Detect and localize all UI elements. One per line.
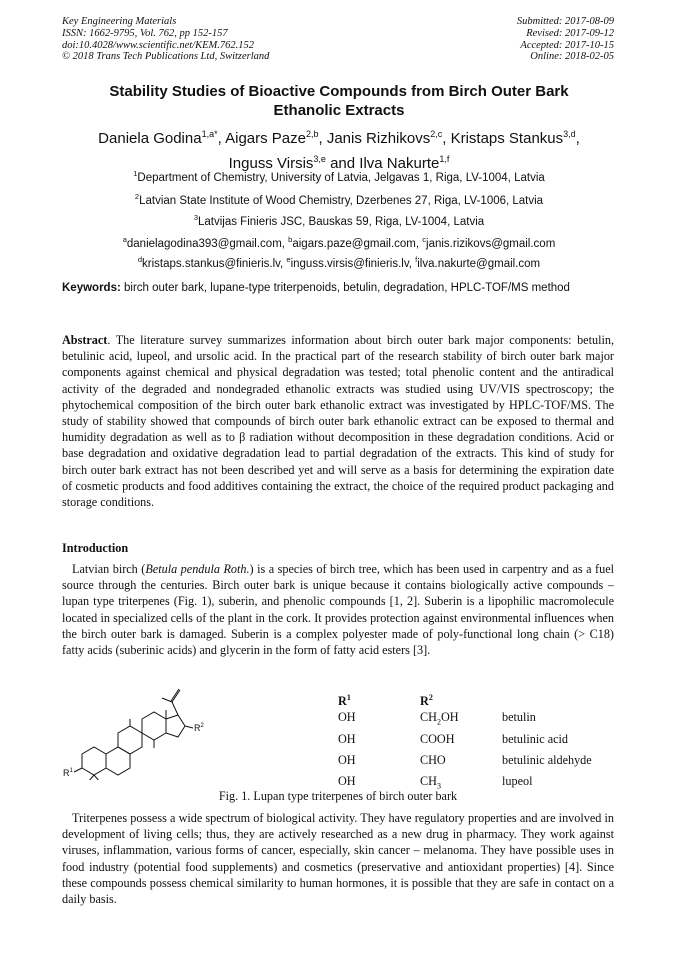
affiliation	[62, 210, 616, 230]
introduction-paragraph-1	[62, 561, 614, 658]
intro-text: ) is a species of birch tree, which has been used in carpentry and as a fuel source through the centuries. Birch outer bark is unique because it contains biologically active compounds – lupan type triterpenes (Fig. 1), suberin, and phenolic compounds [1, 2]. Suberin is a lipophilic macromolecule located in specialized cells of the plant in the cork. It provides protection against environmental influences when the birch outer bark is damaged. Suberin is a complex polyester made of poly-functional long chain (> C18) fatty acids (suberinic acids) and glycerin in the form of fatty acid esters [3].	[62, 562, 614, 658]
figure-caption: Fig. 1. Lupan type triterpenes of birch outer bark	[218, 789, 458, 803]
affiliation-text: Latvijas Finieris JSC, Bauskas 59, Riga, LV-1004, Latvia	[198, 215, 485, 228]
copyright: © 2018 Trans Tech Publications Ltd, Switzerland	[62, 51, 270, 63]
title-line-1: Stability Studies of Bioactive Compounds from Birch Outer Bark	[109, 83, 569, 100]
email-list: $^a$danielagodina393@gmail.com, $^b$aigars.paze@gmail.com, $^c$janis.rizikovs@gmail.com $^d$kristaps.stankus@finieris.lv, $^e$inguss.virsis@finieris.lv, $^f$ilva.nakurte@gmail.com	[122, 235, 556, 270]
email-marker: a	[122, 235, 127, 244]
author-name: Ilva Nakurte	[359, 155, 440, 172]
email[interactable]: janis.rizikovs@gmail.com	[426, 237, 556, 250]
author-sep: and	[325, 155, 360, 172]
affiliation-number: 3	[193, 213, 198, 222]
substituent-table	[338, 690, 592, 795]
r1-header-sup: 1	[346, 693, 351, 702]
r2-header: R	[420, 694, 429, 709]
r2-structure-label: R	[194, 723, 201, 733]
author-sep: ,	[575, 130, 580, 147]
r1-header: R	[338, 694, 347, 709]
author-affil: 3,d	[563, 129, 576, 139]
author-affil: 1,a*	[201, 129, 218, 139]
submitted-date: Submitted: 2017-08-09	[516, 16, 614, 27]
compound-name: lupeol	[502, 774, 533, 789]
introduction-paragraph-2: Triterpenes possess a wide spectrum of biological activity. They have regulatory properties and are involved in development of living cells; thus, they are actively researched as a new drug in pharmacy. They work against viruses, inflammation, various forms of cancer, especially, skin cancer – melanoma. They have possible uses in food industry (potential food supplements) and cosmetics (preservative and antioxidant properties) [4]. Since these compounds possess chemical similarity to human hormones, it is possible that they are safe in contact on a daily basis.	[62, 811, 614, 907]
author-sep: ,	[318, 130, 327, 147]
abstract	[62, 332, 614, 510]
r1-structure-sup: 1	[69, 768, 73, 774]
author-name: Inguss Virsis	[228, 155, 314, 172]
r2-header-sup: 2	[428, 693, 433, 702]
issn: ISSN: 1662-9795, Vol. 762, pp 152-157	[62, 27, 228, 39]
r2-structure-sup: 2	[200, 723, 204, 729]
author-sep: ,	[442, 130, 451, 147]
email[interactable]: kristaps.stankus@finieris.lv	[142, 257, 281, 270]
affiliation-number: 2	[134, 192, 140, 201]
r1-cell: OH	[338, 774, 356, 789]
svg-text:R1	[63, 768, 74, 778]
table-header-row	[338, 690, 592, 709]
author-name: Daniela Godina	[98, 130, 202, 147]
table-row	[338, 752, 592, 773]
keywords-label: Keywords:	[62, 282, 121, 294]
section-heading-introduction: Introduction	[62, 541, 129, 555]
doi: doi:10.4028/www.scientific.net/KEM.762.152	[62, 39, 254, 51]
species-name: Betula pendula Roth.	[145, 562, 250, 576]
author-name: Kristaps Stankus	[450, 130, 564, 147]
r1-cell: OH	[338, 710, 356, 725]
email-marker: b	[288, 235, 293, 244]
online-date: Online: 2018-02-05	[530, 51, 614, 63]
r1-structure-label: R	[63, 768, 70, 778]
compound-name: betulinic aldehyde	[502, 752, 592, 767]
author-name: Aigars Paze	[225, 130, 306, 147]
accepted-date: Accepted: 2017-10-15	[520, 39, 614, 51]
table-row	[338, 731, 592, 752]
author-affil: 2,c	[430, 129, 443, 139]
compound-name: betulinic acid	[502, 731, 568, 746]
compound-name: betulin	[502, 710, 536, 725]
intro-text: Latvian birch (	[72, 562, 146, 576]
email[interactable]: ilva.nakurte@gmail.com	[417, 257, 541, 270]
email-marker: f	[415, 254, 418, 264]
r2-cell: CHO	[420, 752, 446, 767]
r1-cell: OH	[338, 752, 356, 767]
keywords-text: birch outer bark, lupane-type triterpenoids, betulin, degradation, HPLC-TOF/MS method	[120, 282, 570, 294]
keywords	[62, 281, 614, 296]
email[interactable]: inguss.virsis@finieris.lv	[290, 257, 409, 270]
r2-cell: $CH_3$	[420, 774, 441, 791]
abstract-label: Abstract	[62, 333, 108, 347]
r1-cell: OH	[338, 731, 356, 746]
affiliation-text: Latvian State Institute of Wood Chemistry, Dzerbenes 27, Riga, LV-1006, Latvia	[139, 194, 544, 207]
affiliation	[62, 166, 616, 186]
affiliation	[62, 189, 616, 209]
author-sep: ,	[217, 130, 226, 147]
email-marker: e	[286, 254, 291, 264]
abstract-text: . The literature survey summarizes information about birch outer bark major components: betulin, betulinic acid, lupeol, and ursolic acid. In the practical part of the research stability of birch outer bark major components against chemical and physical degradation was tested; total phenolic content and the antiradical activity of the degraded and nondegraded ethanolic extracts was studied using UV/VIS spectroscopy; the phytochemical composition of the birch outer bark ethanolic extract was investigated by HPLC-TOF/MS. The study of stability showed that compounds of birch outer bark ethanolic extract can be exposed to thermal and humidity degradation as well as to β radiation without decomposition in these degradation conditions. Acid or base degradation and oxidative degradation lead to partial degradation of the extracts. This kind of study for birch outer bark extract has not been described yet and will serve as a basis for determining the expiration date of cosmetic products and food additives containing the extract, the choice of the required product packaging and storage conditions.	[62, 333, 614, 510]
author-affil: 3,e	[313, 154, 326, 164]
publication-dates	[517, 16, 614, 63]
title-line-2: Ethanolic Extracts	[273, 102, 405, 119]
journal-name: Key Engineering Materials	[62, 16, 177, 27]
email-marker: d	[137, 254, 143, 264]
lupane-structure-diagram	[62, 680, 222, 780]
author-affil: 2,b	[305, 129, 319, 139]
author-name: Janis Rizhikovs	[326, 130, 431, 147]
table-row	[338, 709, 592, 730]
paper-title	[62, 82, 616, 120]
r2-cell: COOH	[420, 731, 455, 746]
affiliation-number: 1	[133, 169, 138, 178]
email-marker: c	[422, 235, 427, 244]
journal-metadata	[62, 16, 269, 63]
email[interactable]: danielagodina393@gmail.com	[126, 237, 282, 250]
svg-text:R2	[194, 723, 205, 733]
r2-cell: $CH_2OH$	[420, 710, 459, 727]
affiliation-text: Department of Chemistry, University of Latvia, Jelgavas 1, Riga, LV-1004, Latvia	[137, 171, 545, 184]
revised-date: Revised: 2017-09-12	[526, 27, 614, 39]
email[interactable]: aigars.paze@gmail.com	[292, 237, 416, 250]
author-affil: 1,f	[439, 154, 450, 164]
